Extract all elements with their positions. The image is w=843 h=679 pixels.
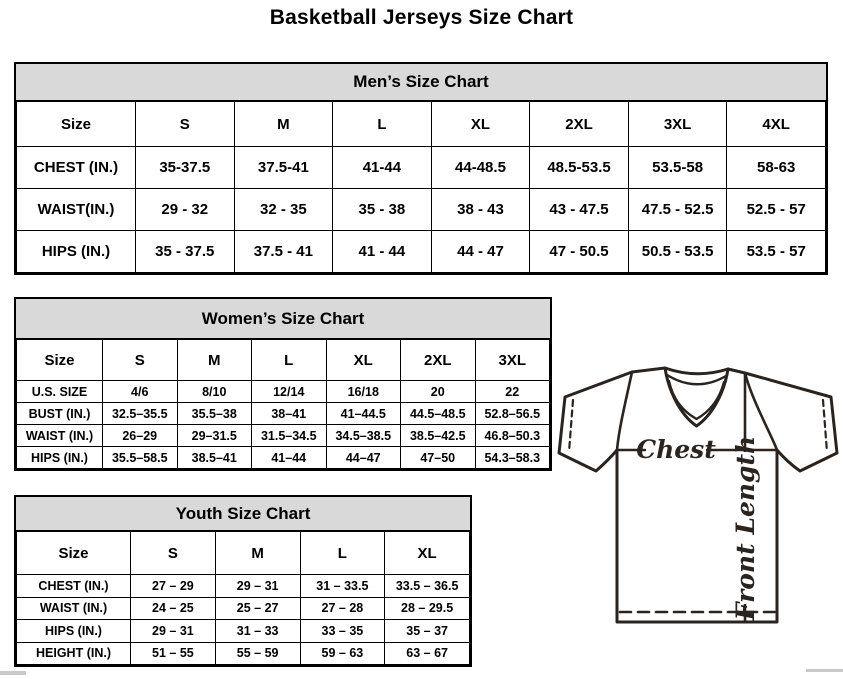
row-label: HEIGHT (IN.) bbox=[17, 642, 131, 665]
cell-value: 29 – 31 bbox=[215, 575, 300, 598]
table-row bbox=[17, 447, 550, 469]
cell-value: 24 – 25 bbox=[131, 597, 216, 620]
cell-value: 47–50 bbox=[401, 447, 476, 469]
cell-value: 41-44 bbox=[333, 147, 432, 189]
cell-value: 32 - 35 bbox=[234, 189, 333, 231]
cell-value: 53.5 - 57 bbox=[727, 231, 826, 273]
row-label: Size bbox=[17, 340, 103, 381]
cell-value: 22 bbox=[475, 381, 550, 403]
row-label: WAIST(IN.) bbox=[17, 189, 136, 231]
cell-value: 38.5–42.5 bbox=[401, 425, 476, 447]
cell-value: 34.5–38.5 bbox=[326, 425, 401, 447]
page-title: Basketball Jerseys Size Chart bbox=[269, 6, 574, 29]
table-row bbox=[17, 425, 550, 447]
cell-value: 38–41 bbox=[252, 403, 327, 425]
cell-value: 28 – 29.5 bbox=[385, 597, 470, 620]
cell-value: 3XL bbox=[628, 102, 727, 147]
row-label: U.S. SIZE bbox=[17, 381, 103, 403]
cell-value: 37.5 - 41 bbox=[234, 231, 333, 273]
cell-value: 50.5 - 53.5 bbox=[628, 231, 727, 273]
cell-value: 35 - 38 bbox=[333, 189, 432, 231]
cell-value: M bbox=[234, 102, 333, 147]
row-label: Size bbox=[17, 532, 131, 575]
womens-size-table bbox=[16, 339, 550, 469]
cell-value: 48.5-53.5 bbox=[530, 147, 629, 189]
row-label: WAIST (IN.) bbox=[17, 597, 131, 620]
cell-value: 44.5–48.5 bbox=[401, 403, 476, 425]
row-label: Size bbox=[17, 102, 136, 147]
cell-value: 44 - 47 bbox=[431, 231, 530, 273]
table-row bbox=[17, 189, 826, 231]
cell-value: 54.3–58.3 bbox=[475, 447, 550, 469]
table-row bbox=[17, 231, 826, 273]
cell-value: 46.8–50.3 bbox=[475, 425, 550, 447]
cell-value: XL bbox=[431, 102, 530, 147]
cell-value: 2XL bbox=[530, 102, 629, 147]
size-header-row bbox=[17, 102, 826, 147]
cell-value: 51 – 55 bbox=[131, 642, 216, 665]
row-label: HIPS (IN.) bbox=[17, 447, 103, 469]
size-header-row bbox=[17, 532, 470, 575]
front-length-label: Front Length bbox=[731, 435, 760, 621]
cell-value: M bbox=[177, 340, 252, 381]
cell-value: XL bbox=[326, 340, 401, 381]
cell-value: 31.5–34.5 bbox=[252, 425, 327, 447]
cell-value: 44–47 bbox=[326, 447, 401, 469]
cell-value: 2XL bbox=[401, 340, 476, 381]
cell-value: 59 – 63 bbox=[300, 642, 385, 665]
cell-value: 41 - 44 bbox=[333, 231, 432, 273]
cell-value: 25 – 27 bbox=[215, 597, 300, 620]
cell-value: XL bbox=[385, 532, 470, 575]
row-label: HIPS (IN.) bbox=[17, 620, 131, 643]
table-row bbox=[17, 381, 550, 403]
cell-value: 41–44 bbox=[252, 447, 327, 469]
cell-value: 26–29 bbox=[103, 425, 178, 447]
cell-value: 47.5 - 52.5 bbox=[628, 189, 727, 231]
mens-chart-title: Men’s Size Chart bbox=[16, 64, 826, 101]
cell-value: 29 - 32 bbox=[136, 189, 235, 231]
cell-value: 52.5 - 57 bbox=[727, 189, 826, 231]
cell-value: 44-48.5 bbox=[431, 147, 530, 189]
youth-chart-title: Youth Size Chart bbox=[16, 497, 470, 531]
cell-value: 31 – 33.5 bbox=[300, 575, 385, 598]
womens-size-chart bbox=[14, 297, 552, 471]
cell-value: S bbox=[131, 532, 216, 575]
row-label: CHEST (IN.) bbox=[17, 147, 136, 189]
table-row bbox=[17, 147, 826, 189]
cell-value: 3XL bbox=[475, 340, 550, 381]
youth-size-table bbox=[16, 531, 470, 665]
cell-value: 16/18 bbox=[326, 381, 401, 403]
scrollbar-fragment-right bbox=[806, 669, 843, 672]
cell-value: 52.8–56.5 bbox=[475, 403, 550, 425]
cell-value: 33.5 – 36.5 bbox=[385, 575, 470, 598]
table-row bbox=[17, 597, 470, 620]
row-label: HIPS (IN.) bbox=[17, 231, 136, 273]
cell-value: 35-37.5 bbox=[136, 147, 235, 189]
cell-value: 38 - 43 bbox=[431, 189, 530, 231]
cell-value: 55 – 59 bbox=[215, 642, 300, 665]
cell-value: 8/10 bbox=[177, 381, 252, 403]
cell-value: L bbox=[333, 102, 432, 147]
cell-value: 35 - 37.5 bbox=[136, 231, 235, 273]
jersey-measurement-diagram bbox=[556, 360, 840, 630]
cell-value: 35.5–38 bbox=[177, 403, 252, 425]
cell-value: S bbox=[103, 340, 178, 381]
cell-value: 35 – 37 bbox=[385, 620, 470, 643]
mens-size-chart bbox=[14, 62, 828, 275]
cell-value: 37.5-41 bbox=[234, 147, 333, 189]
cell-value: 29 – 31 bbox=[131, 620, 216, 643]
cell-value: L bbox=[252, 340, 327, 381]
cell-value: 41–44.5 bbox=[326, 403, 401, 425]
table-row bbox=[17, 575, 470, 598]
cell-value: 53.5-58 bbox=[628, 147, 727, 189]
chest-label: Chest bbox=[636, 435, 716, 464]
cell-value: 43 - 47.5 bbox=[530, 189, 629, 231]
cell-value: 35.5–58.5 bbox=[103, 447, 178, 469]
cell-value: S bbox=[136, 102, 235, 147]
cell-value: 58-63 bbox=[727, 147, 826, 189]
cell-value: 32.5–35.5 bbox=[103, 403, 178, 425]
cell-value: 4/6 bbox=[103, 381, 178, 403]
size-header-row bbox=[17, 340, 550, 381]
row-label: BUST (IN.) bbox=[17, 403, 103, 425]
row-label: CHEST (IN.) bbox=[17, 575, 131, 598]
cell-value: 33 – 35 bbox=[300, 620, 385, 643]
cell-value: 63 – 67 bbox=[385, 642, 470, 665]
cell-value: M bbox=[215, 532, 300, 575]
cell-value: 38.5–41 bbox=[177, 447, 252, 469]
cell-value: 47 - 50.5 bbox=[530, 231, 629, 273]
scrollbar-fragment-left bbox=[0, 671, 26, 675]
table-row bbox=[17, 403, 550, 425]
cell-value: 31 – 33 bbox=[215, 620, 300, 643]
cell-value: 27 – 29 bbox=[131, 575, 216, 598]
cell-value: 20 bbox=[401, 381, 476, 403]
table-row bbox=[17, 620, 470, 643]
cell-value: 27 – 28 bbox=[300, 597, 385, 620]
table-row bbox=[17, 642, 470, 665]
cell-value: 4XL bbox=[727, 102, 826, 147]
jersey-outline bbox=[559, 368, 837, 622]
youth-size-chart bbox=[14, 495, 472, 667]
mens-size-table bbox=[16, 101, 826, 273]
cell-value: L bbox=[300, 532, 385, 575]
cell-value: 29–31.5 bbox=[177, 425, 252, 447]
cell-value: 12/14 bbox=[252, 381, 327, 403]
row-label: WAIST (IN.) bbox=[17, 425, 103, 447]
womens-chart-title: Women’s Size Chart bbox=[16, 299, 550, 339]
